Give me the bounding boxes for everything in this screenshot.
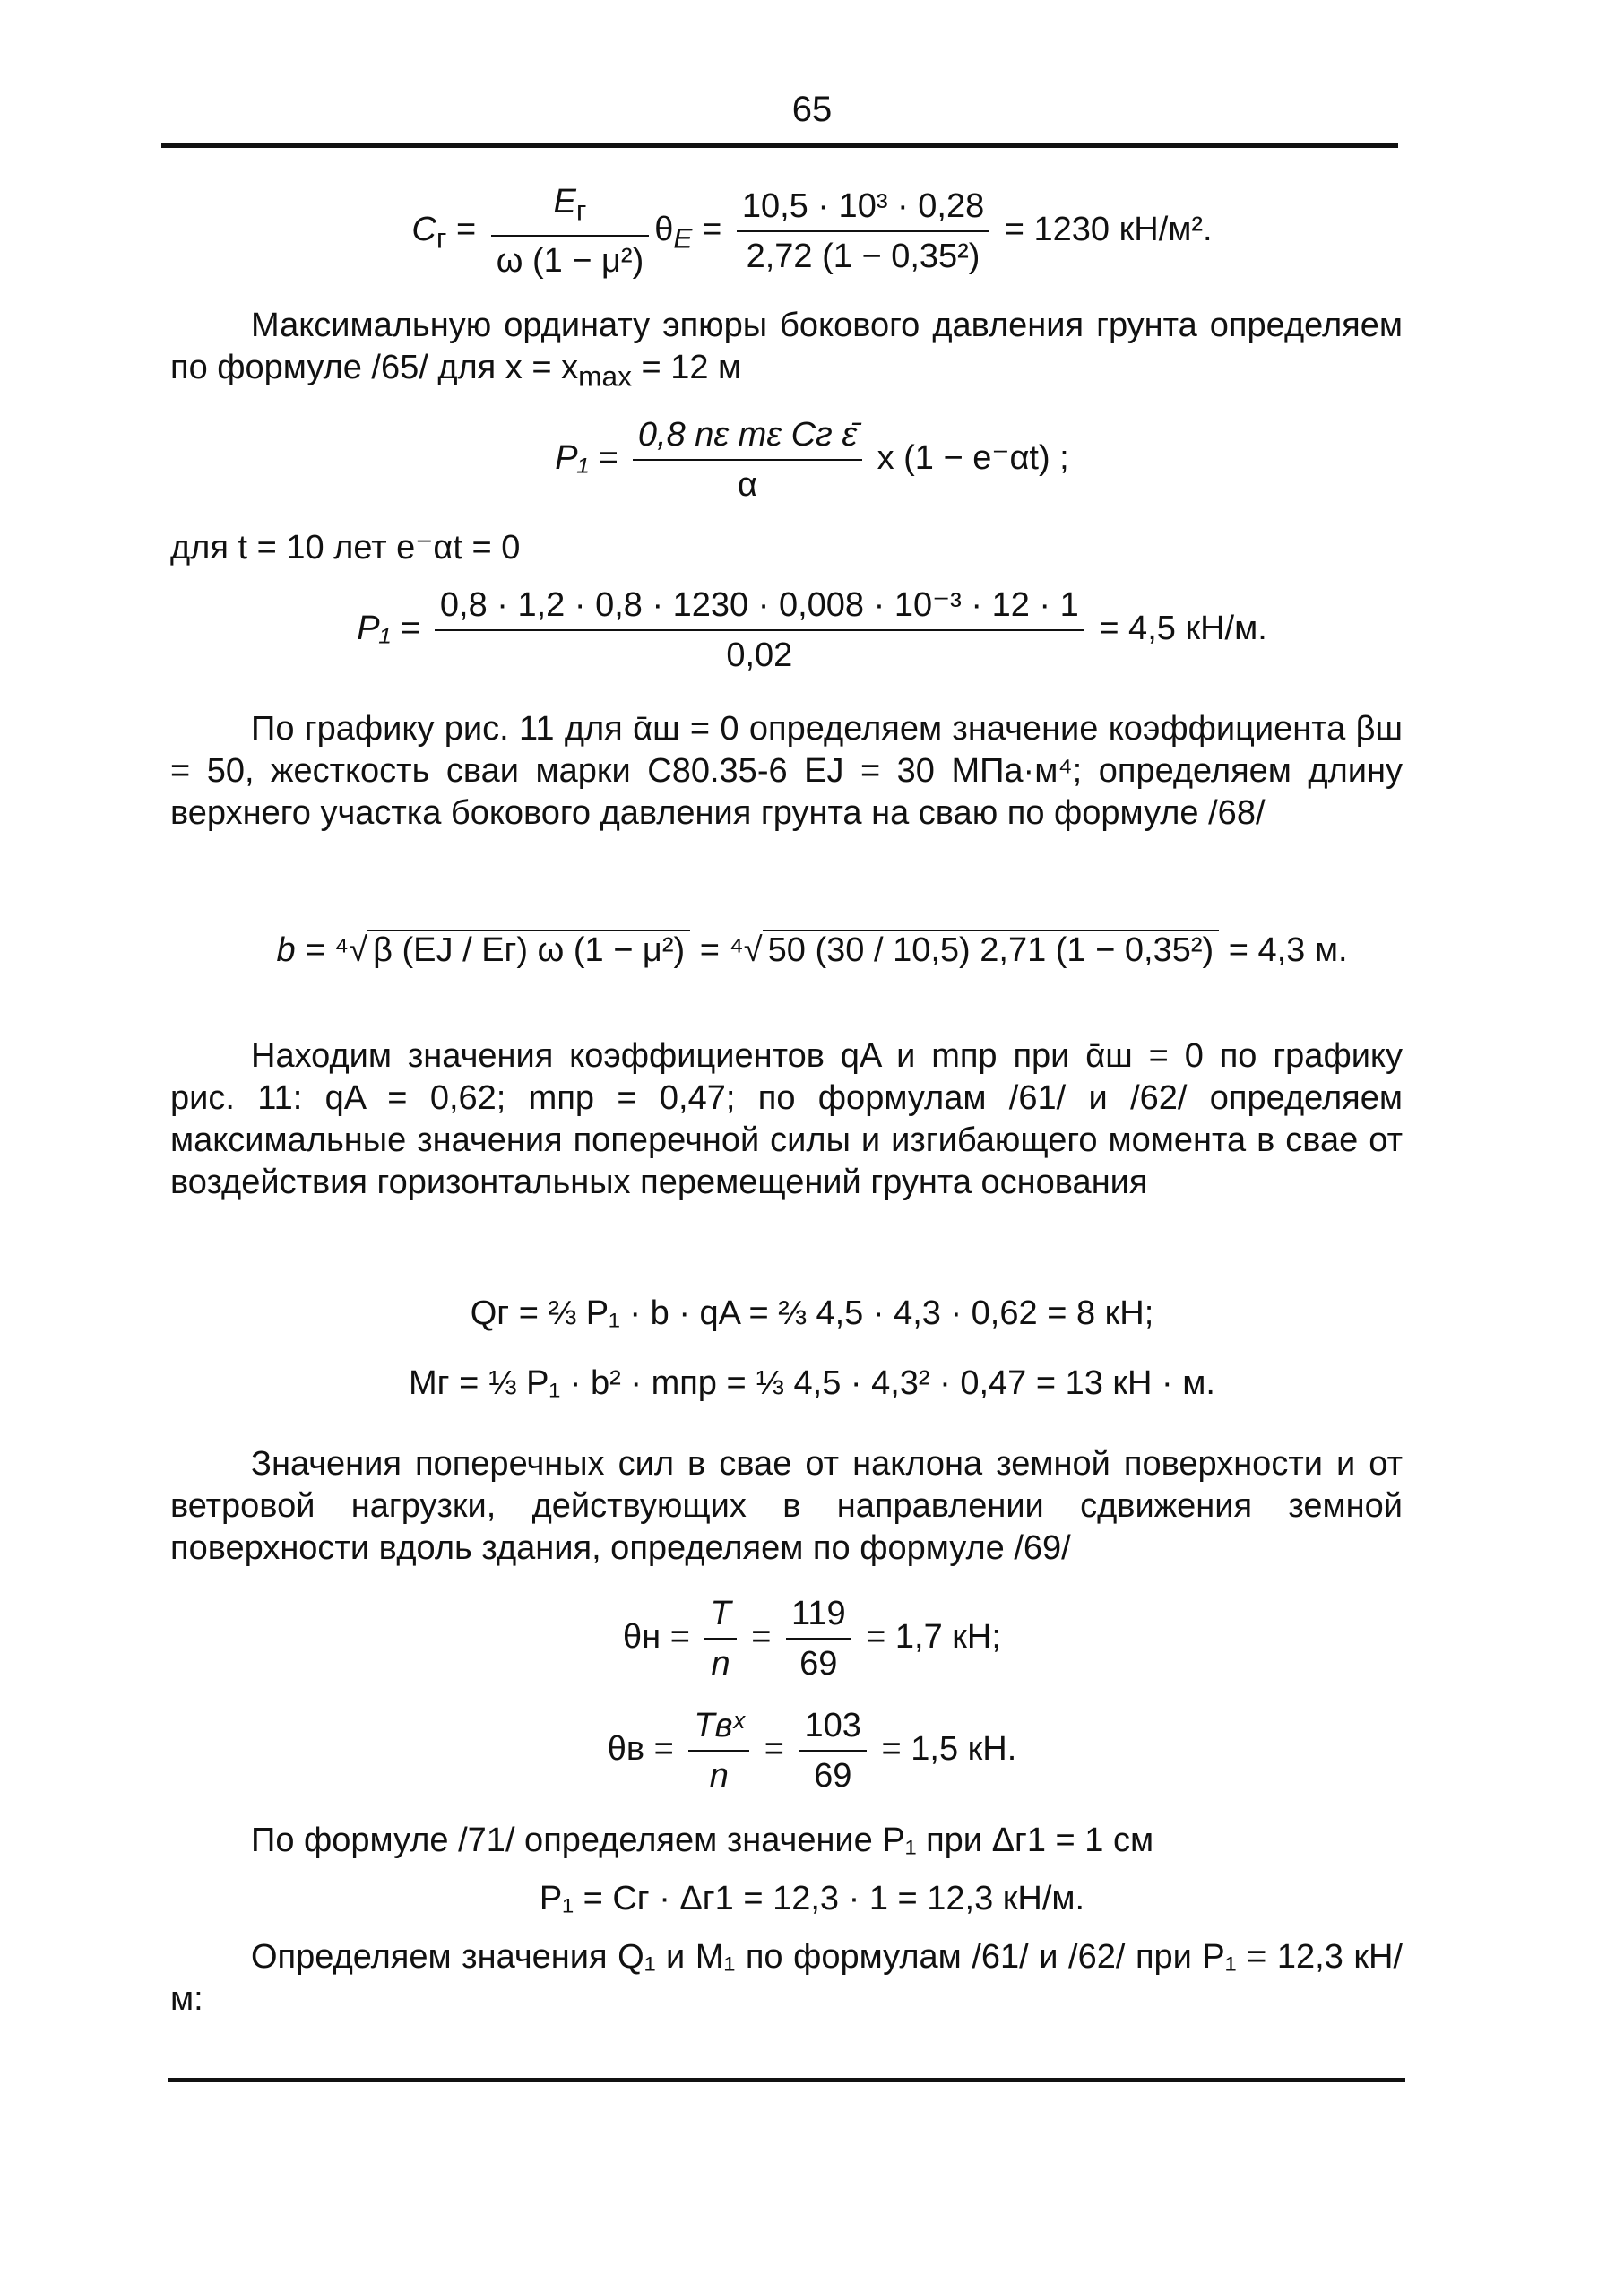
paragraph-coefficients: Находим значения коэффициентов qA и mпр при ᾱш = 0 по графику рис. 11: qA = 0,62; mпр = 0,47; по формулам /61/ и /62/ определяем максимальные значения поперечной силы и изгибающего момента в свае от воздействия горизонтальных перемещений грунта основания	[170, 1037, 1403, 1201]
formula-theta-v-frac2	[799, 1703, 867, 1798]
formula-theta-v-lhs: θв =	[607, 1730, 674, 1769]
formula-cg-lhs-sub: г	[436, 221, 447, 255]
paragraph-q1-m1: Определяем значения Q₁ и M₁ по формулам /61/ и /62/ при P₁ = 12,3 кН/м:	[170, 1938, 1403, 2018]
formula-theta-n-n2: 119	[786, 1591, 851, 1640]
formula-b-mid: =	[699, 931, 720, 969]
formula-theta-v-tail: = 1,5 кН.	[881, 1730, 1017, 1769]
formula-cg-result: = 1230 кН/м².	[1004, 210, 1213, 248]
formula-p1-value-frac	[435, 583, 1084, 678]
formula-b-root1: β (EJ / Eг) ω (1 − μ²)	[367, 930, 690, 969]
formula-cg-theta: θ	[654, 210, 674, 248]
formula-theta-n-d1: n	[711, 1645, 730, 1683]
formula-theta-n-tail: = 1,7 кН;	[866, 1618, 1001, 1657]
formula-b-lhs: b =	[276, 931, 325, 969]
formula-p1-value-lhs: P₁ =	[357, 610, 420, 648]
formula-b-root2: 50 (30 / 10,5) 2,71 (1 − 0,35²)	[763, 930, 1219, 969]
formula-cg-num1: E	[553, 183, 576, 221]
formula-p1-displacement: P₁ = Cг · Δг1 = 12,3 · 1 = 12,3 кН/м.	[539, 1880, 1085, 1917]
formula-theta-v-n2: 103	[799, 1703, 867, 1752]
formula-mg: Mг = ⅓ P₁ · b² · mпр = ⅓ 4,5 · 4,3² · 0,47 = 13 кН · м.	[409, 1364, 1215, 1402]
line-formula-71: По формуле /71/ определяем значение P₁ при Δг1 = 1 см	[251, 1822, 1154, 1859]
formula-theta-v-frac1	[688, 1703, 749, 1798]
formula-p1	[0, 412, 1624, 507]
formula-qg: Qг = ⅔ P₁ · b · qA = ⅔ 4,5 · 4,3 · 0,62 = 8 кН;	[470, 1294, 1154, 1332]
formula-p1-value-num: 0,8 · 1,2 · 0,8 · 1230 · 0,008 · 10⁻³ · 12 · 1	[435, 583, 1084, 631]
formula-theta-v-n1: Tвˣ	[688, 1703, 749, 1752]
formula-p1-num: 0,8 nε mε Cг ε̄	[633, 412, 862, 461]
formula-cg-frac2	[737, 184, 989, 279]
formula-p1-value-tail: = 4,5 кН/м.	[1099, 610, 1267, 648]
formula-b: b = ⁴√ β (EJ / Eг) ω (1 − μ²) = ⁴√ 50 (30 / 10,5) 2,71 (1 − 0,35²) = 4,3 м.	[276, 931, 1348, 969]
formula-p1-value-den: 0,02	[726, 636, 793, 674]
formula-cg-num2: 10,5 · 10³ · 0,28	[737, 184, 989, 232]
formula-cg-num1-sub: г	[575, 194, 587, 227]
formula-theta-v-d2: 69	[814, 1757, 852, 1795]
formula-theta-v-d1: n	[709, 1757, 729, 1795]
paragraph-max-ordinate-sub: max	[578, 359, 632, 393]
formula-theta-n-frac1	[704, 1591, 736, 1686]
formula-cg-lhs: C	[411, 210, 436, 248]
formula-p1-tail: x (1 − e⁻αt) ;	[877, 439, 1069, 478]
paragraph-max-ordinate	[170, 305, 1403, 398]
formula-cg: $C_г$ = $\frac{E_г}{\text{ω (1 − μ²)}}$ $\theta_E$ = $\frac{\text{10,5 · 10³ · 0,28}}{\text{2,72 (1 − 0,35²)}}$ = 1230 кН/м².	[0, 179, 1624, 283]
formula-p1-den: α	[737, 466, 757, 504]
paragraph-graph-coefficient: По графику рис. 11 для ᾱш = 0 определяем значение коэффициента βш = 50, жесткость сваи марки С80.35-6 EJ = 30 МПа·м⁴; определяем длину верхнего участка бокового давления грунта на сваю по формуле /68/	[170, 710, 1403, 832]
formula-theta-n-n1: T	[704, 1591, 736, 1640]
formula-cg-theta-sub: E	[673, 221, 693, 255]
line-condition-t: для t = 10 лет e⁻αt = 0	[170, 529, 521, 567]
top-rule	[161, 143, 1398, 148]
formula-cg-frac1	[491, 179, 650, 283]
formula-theta-v: θв = $\frac{\text{Tвˣ}}{n}$ = $\frac{103}{69}$ = 1,5 кН.	[0, 1703, 1624, 1798]
formula-b-tail: = 4,3 м.	[1228, 931, 1348, 969]
formula-p1-lhs: P₁ =	[555, 439, 618, 478]
paragraph-max-ordinate-tail: = 12 м	[631, 349, 742, 386]
page-number: 65	[791, 90, 833, 129]
formula-p1-value	[0, 583, 1624, 678]
formula-p1-frac	[633, 412, 862, 507]
formula-cg-den2: 2,72 (1 − 0,35²)	[746, 237, 980, 275]
formula-theta-n-lhs: θн =	[623, 1618, 690, 1657]
formula-theta-n: θн = $\frac{T}{n}$ = $\frac{119}{69}$ = 1,7 кН;	[0, 1591, 1624, 1686]
paragraph-shear-forces: Значения поперечных сил в свае от наклона земной поверхности и от ветровой нагрузки, действующих в направлении сдвижения земной поверхности вдоль здания, определяем по формуле /69/	[170, 1445, 1403, 1567]
formula-theta-n-frac2	[786, 1591, 851, 1686]
paragraph-max-ordinate-text: Максимальную ординату эпюры бокового давления грунта определяем по формуле /65/ для x = x	[170, 307, 1403, 386]
formula-cg-den1: ω (1 − μ²)	[496, 241, 644, 280]
formula-theta-n-d2: 69	[799, 1645, 838, 1683]
bottom-rule	[168, 2078, 1405, 2082]
